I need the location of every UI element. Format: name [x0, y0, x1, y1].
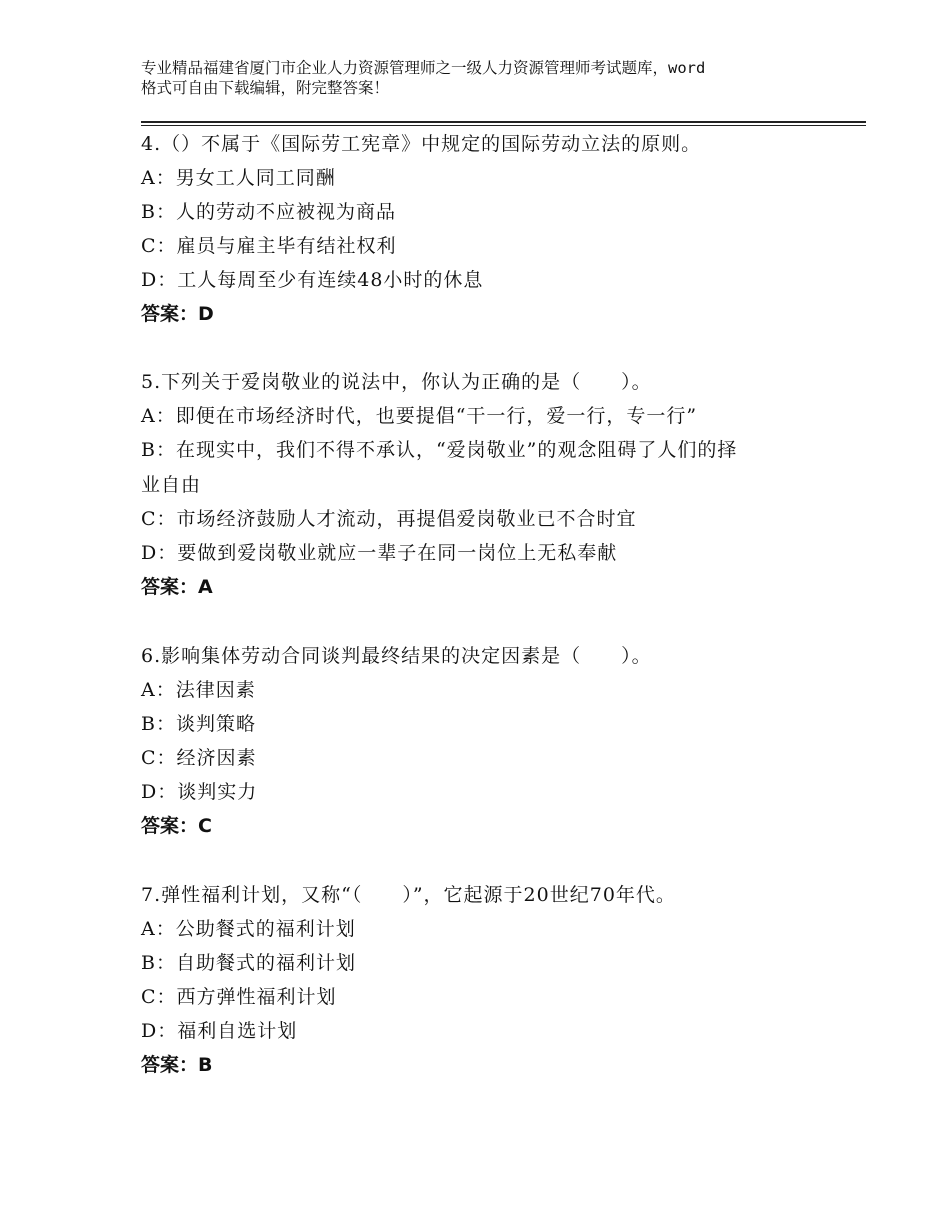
option-d: D：福利自选计划 — [141, 1020, 298, 1042]
option-d: D：要做到爱岗敬业就应一辈子在同一岗位上无私奉献 — [141, 542, 618, 564]
option-c: C：经济因素 — [141, 747, 257, 769]
option-a: A：即便在市场经济时代，也要提倡“干一行，爱一行，专一行” — [141, 405, 698, 427]
answer-label: 答案：B — [141, 1054, 213, 1076]
option-b: B：自助餐式的福利计划 — [141, 952, 356, 974]
option-a: A：公助餐式的福利计划 — [141, 918, 356, 940]
document-header — [141, 58, 841, 98]
answer-label: 答案：D — [141, 303, 214, 325]
option-b: B：人的劳动不应被视为商品 — [141, 201, 396, 223]
question-stem: 7.弹性福利计划，又称“（ ）”，它起源于20世纪70年代。 — [141, 884, 676, 906]
option-a: A：法律因素 — [141, 679, 256, 701]
question-stem: 4.（）不属于《国际劳工宪章》中规定的国际劳动立法的原则。 — [141, 133, 702, 155]
option-d: D：工人每周至少有连续48小时的休息 — [141, 269, 484, 291]
option-c: C：市场经济鼓励人才流动，再提倡爱岗敬业已不合时宜 — [141, 508, 637, 530]
option-b: B：在现实中，我们不得不承认，“爱岗敬业”的观念阻碍了人们的择 — [141, 439, 738, 461]
option-a: A：男女工人同工同酬 — [141, 167, 336, 189]
header-divider-thick — [141, 121, 866, 123]
answer-label: 答案：A — [141, 576, 213, 598]
question-stem: 6.影响集体劳动合同谈判最终结果的决定因素是（ ）。 — [141, 645, 652, 667]
header-divider-thin — [141, 125, 866, 126]
question-stem: 5.下列关于爱岗敬业的说法中，你认为正确的是（ ）。 — [141, 371, 652, 393]
option-d: D：谈判实力 — [141, 781, 258, 803]
option-b: B：谈判策略 — [141, 713, 256, 735]
option-c: C：雇员与雇主毕有结社权利 — [141, 235, 397, 257]
header-line-1: 专业精品福建省厦门市企业人力资源管理师之一级人力资源管理师考试题库，word — [141, 59, 706, 77]
header-line-2: 格式可自由下载编辑，附完整答案！ — [141, 79, 390, 97]
option-b-continued: 业自由 — [141, 474, 202, 496]
option-c: C：西方弹性福利计划 — [141, 986, 337, 1008]
answer-label: 答案：C — [141, 815, 212, 837]
